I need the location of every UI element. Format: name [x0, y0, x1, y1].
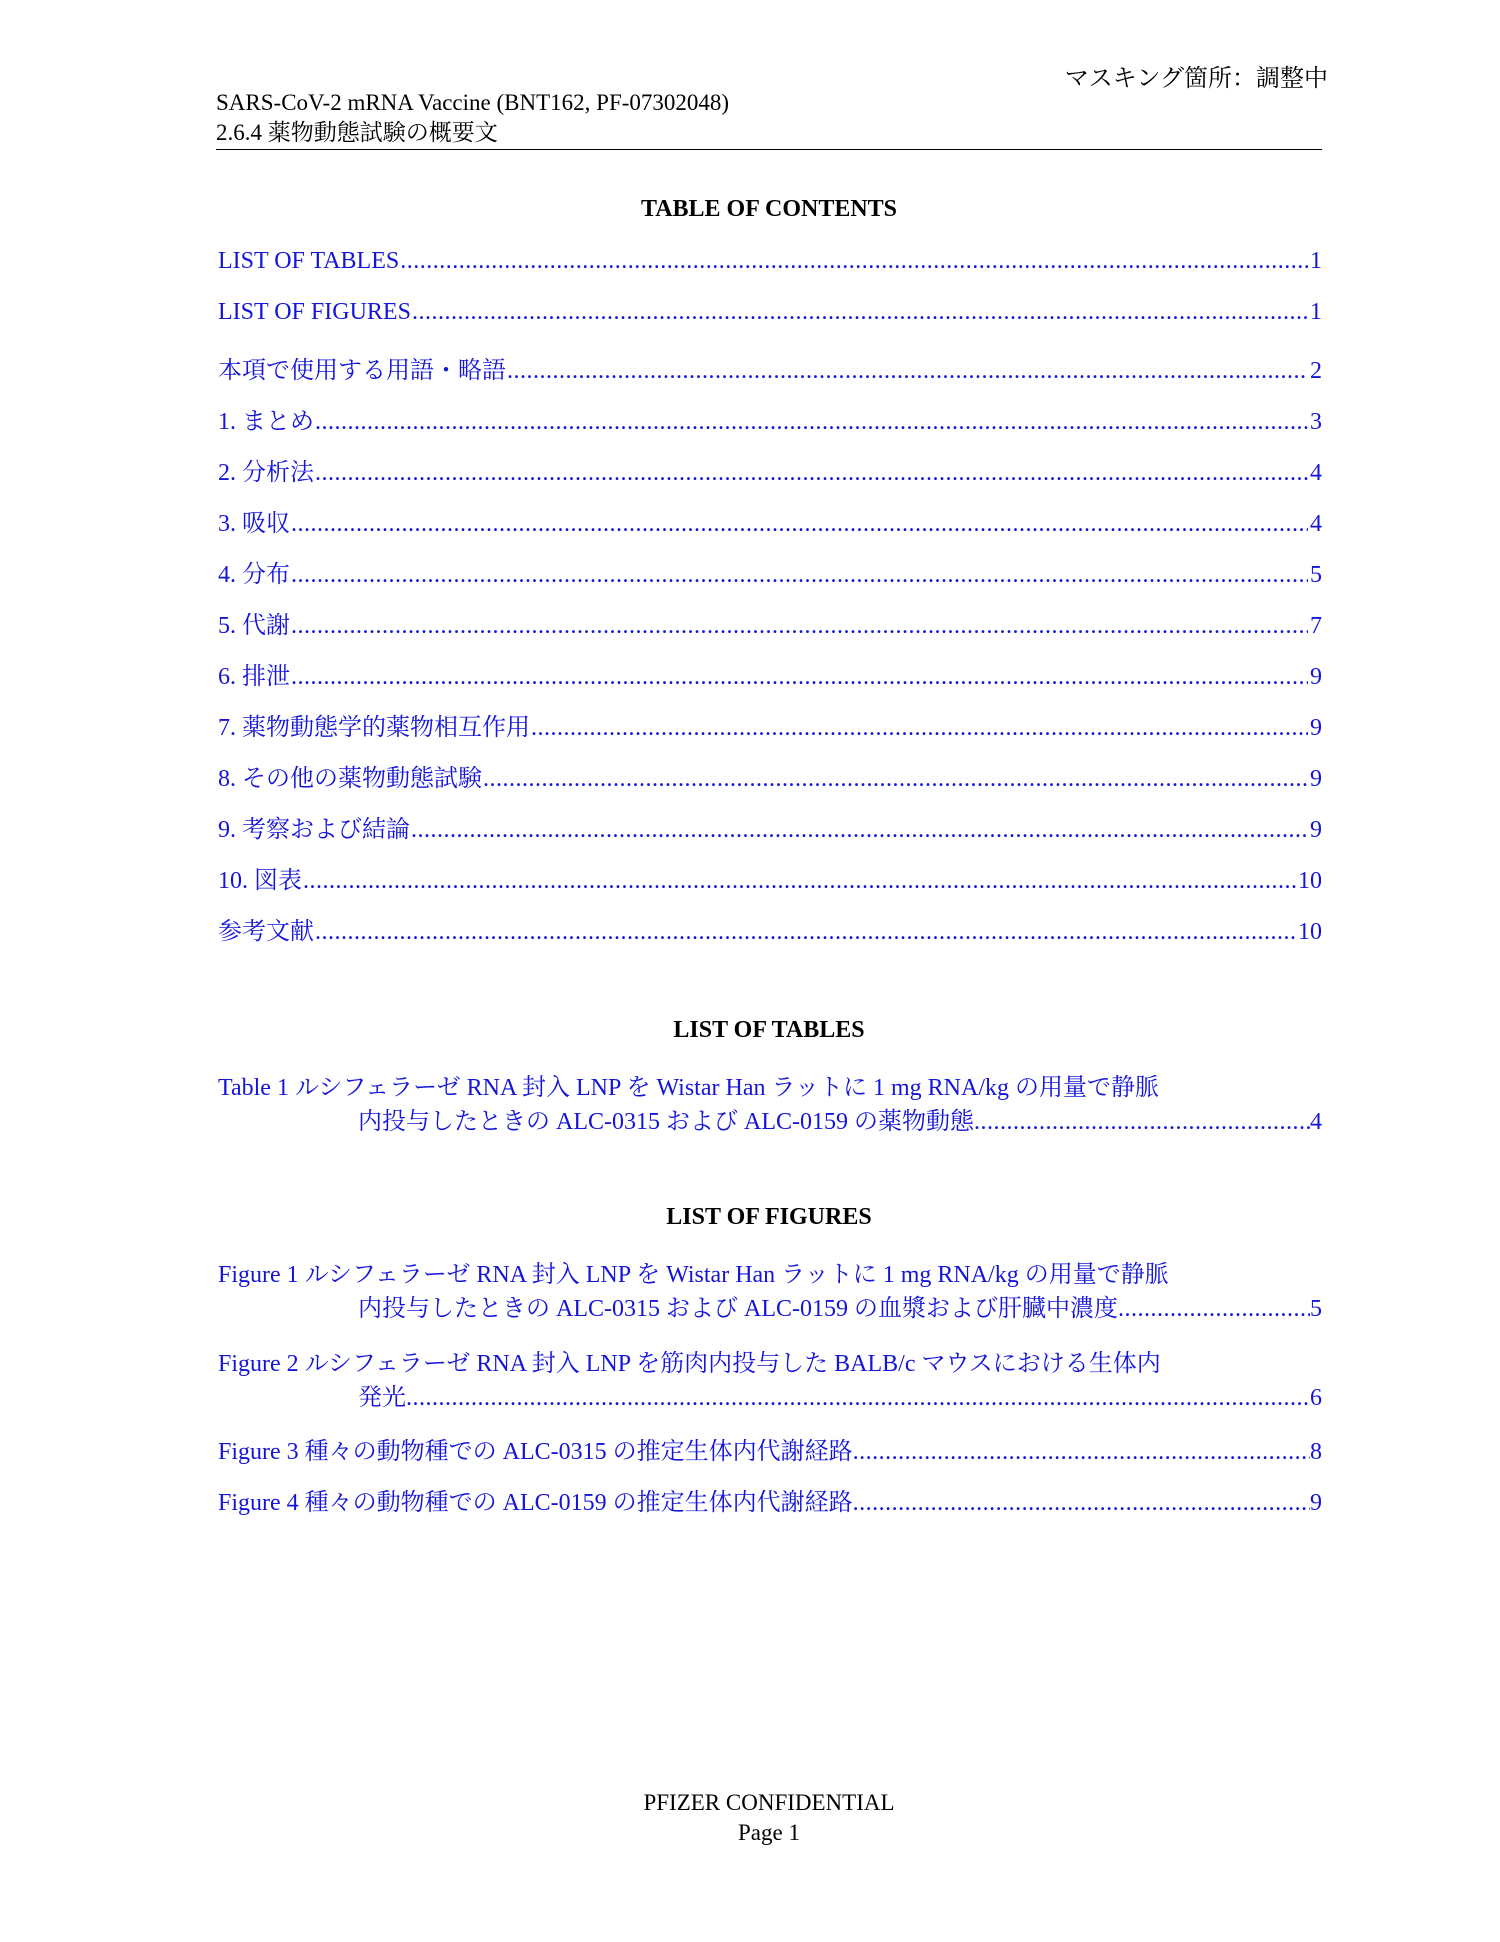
toc-entry-list-of-tables[interactable]: LIST OF TABLES ..... 1	[218, 248, 1322, 282]
page-number: Page 1	[738, 1820, 800, 1845]
toc-entry-drug-interactions[interactable]: 7. 薬物動態学的薬物相互作用 ..... 9	[218, 707, 1322, 741]
header-section: 2.6.4 薬物動態試験の概要文	[216, 120, 498, 145]
toc-entry-other-studies[interactable]: 8. その他の薬物動態試験 ..... 9	[218, 758, 1322, 792]
toc-entry-metabolism[interactable]: 5. 代謝 ..... 7	[218, 605, 1322, 639]
toc-entry-distribution[interactable]: 4. 分布 ..... 5	[218, 554, 1322, 588]
toc-entry-figures-tables[interactable]: 10. 図表 ..... 10	[218, 860, 1322, 894]
toc-title: TABLE OF CONTENTS	[640, 196, 898, 222]
figure-3-entry[interactable]: Figure 3 種々の動物種での ALC-0315 の推定生体内代謝経路 ..... 8	[218, 1431, 1322, 1465]
toc-entry-analytical-methods[interactable]: 2. 分析法 ..... 4	[218, 452, 1322, 486]
confidential-label: PFIZER CONFIDENTIAL	[643, 1790, 895, 1815]
document-header	[216, 88, 1322, 150]
list-of-figures-title: LIST OF FIGURES	[666, 1204, 872, 1230]
masking-note: マスキング箇所：調整中	[1064, 64, 1328, 92]
figure-1-entry[interactable]: Figure 1 ルシフェラーゼ RNA 封入 LNP を Wistar Han ラットに 1 mg RNA/kg の用量で静脈 内投与したときの ALC-0315 および ALC-0159 の血漿および肝臓中濃度 ..... 5	[218, 1254, 1322, 1322]
table-1-entry[interactable]: Table 1 ルシフェラーゼ RNA 封入 LNP を Wistar Han ラットに 1 mg RNA/kg の用量で静脈 内投与したときの ALC-0315 および ALC-0159 の薬物動態 ..... 4	[218, 1067, 1322, 1135]
list-of-tables-title: LIST OF TABLES	[673, 1017, 865, 1043]
page-footer	[216, 1788, 1322, 1848]
toc-entry-terms[interactable]: 本項で使用する用語・略語 ..... 2	[218, 350, 1322, 384]
header-title: SARS-CoV-2 mRNA Vaccine (BNT162, PF-07302048)	[216, 90, 730, 115]
toc-entry-discussion[interactable]: 9. 考察および結論 ..... 9	[218, 809, 1322, 843]
figure-4-entry[interactable]: Figure 4 種々の動物種での ALC-0159 の推定生体内代謝経路 ..... 9	[218, 1482, 1322, 1516]
toc-entry-summary[interactable]: 1. まとめ ..... 3	[218, 401, 1322, 435]
toc-entry-excretion[interactable]: 6. 排泄 ..... 9	[218, 656, 1322, 690]
toc-entry-list-of-figures[interactable]: LIST OF FIGURES ..... 1	[218, 299, 1322, 333]
figure-2-entry[interactable]: Figure 2 ルシフェラーゼ RNA 封入 LNP を筋肉内投与した BALB/c マウスにおける生体内 発光 ..... 6	[218, 1343, 1322, 1411]
toc-entry-absorption[interactable]: 3. 吸収 ..... 4	[218, 503, 1322, 537]
toc-entry-references[interactable]: 参考文献 ..... 10	[218, 911, 1322, 945]
